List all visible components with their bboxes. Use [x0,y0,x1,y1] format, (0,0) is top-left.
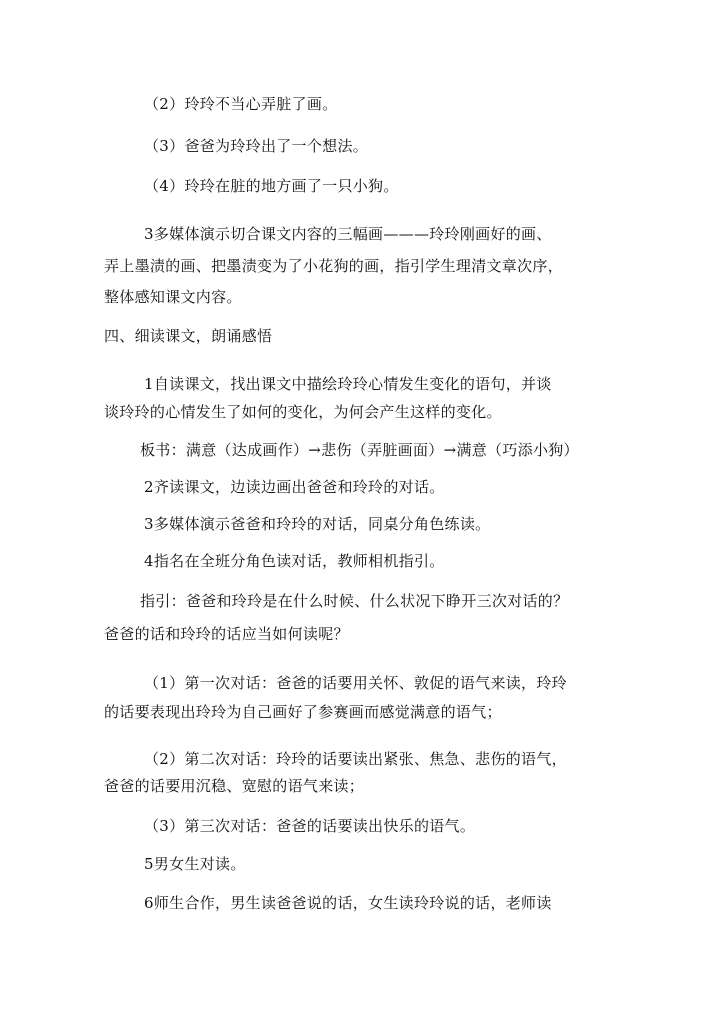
step-4: 4指名在全班分角色读对话，教师相机指引。 [144,552,445,570]
guide-line-2: 爸爸的话和玲玲的话应当如何读呢？ [104,625,349,643]
paragraph-3-line-1: 3多媒体演示切合课文内容的三幅画———玲玲刚画好的画、 [144,225,552,243]
step-6: 6师生合作，男生读爸爸说的话，女生读玲玲说的话，老师读 [144,894,552,912]
step-3: 3多媒体演示爸爸和玲玲的对话，同桌分角色练读。 [144,515,491,533]
dialogue-2-line-2: 爸爸的话要用沉稳、宽慰的语气来读； [104,777,365,795]
guide-line-1: 指引：爸爸和玲玲是在什么时候、什么状况下睁开三次对话的？ [140,592,569,610]
step-5: 5男女生对读。 [144,855,246,873]
dialogue-3: （3）第三次对话：爸爸的话要读出快乐的语气。 [144,817,476,835]
list-item-3: （3）爸爸为玲玲出了一个想法。 [144,137,369,155]
dialogue-1-line-1: （1）第一次对话：爸爸的话要用关怀、敦促的语气来读，玲玲 [144,674,567,692]
section-heading: 四、细读课文，朗诵感悟 [104,327,273,345]
step-2: 2齐读课文，边读边画出爸爸和玲玲的对话。 [144,478,445,496]
list-item-2: （2）玲玲不当心弄脏了画。 [144,95,338,113]
board-note: 板书：满意（达成画作）→悲伤（弄脏画面）→满意（巧添小狗） [140,441,579,459]
step-1-line-1: 1自读课文，找出课文中描绘玲玲心情发生变化的语句，并谈 [144,375,552,393]
paragraph-3-line-3: 整体感知课文内容。 [104,288,242,306]
paragraph-3-line-2: 弄上墨渍的画、把墨渍变为了小花狗的画，指引学生理清文章次序， [104,257,564,275]
list-item-4: （4）玲玲在脏的地方画了一只小狗。 [144,177,399,195]
dialogue-1-line-2: 的话要表现出玲玲为自己画好了参赛画而感觉满意的语气； [104,703,502,721]
step-1-line-2: 谈玲玲的心情发生了如何的变化，为何会产生这样的变化。 [104,403,502,421]
dialogue-2-line-1: （2）第二次对话：玲玲的话要读出紧张、焦急、悲伤的语气， [144,750,567,768]
